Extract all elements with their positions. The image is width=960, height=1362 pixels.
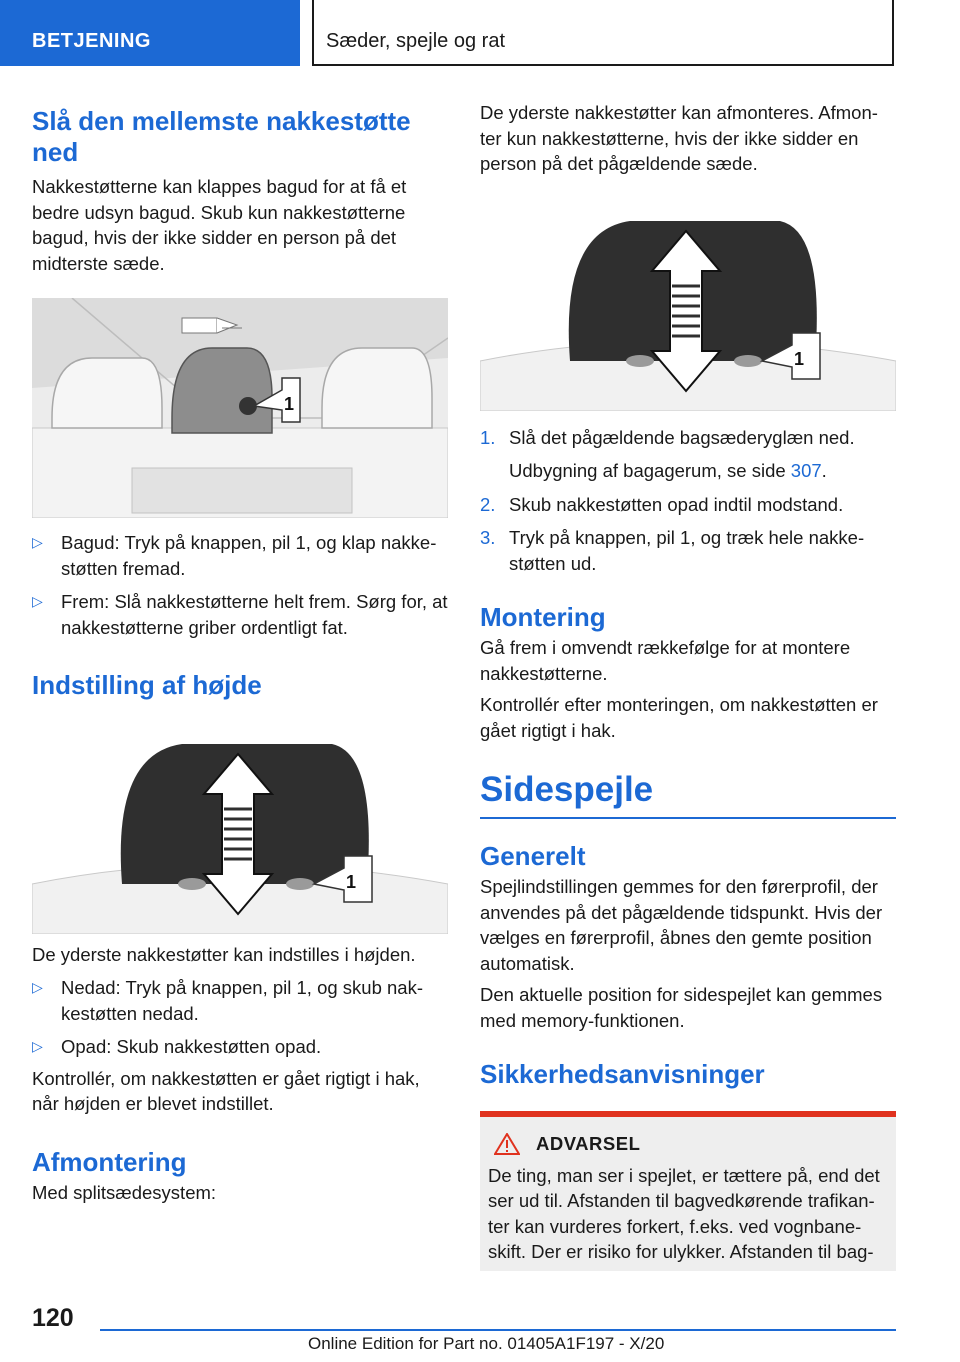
remove-intro: De yderste nakkestøtter kan afmonteres. Afmon-ter kun nakkestøtterne, hvis der ikke sidder en person på det pågældende sæde. bbox=[480, 102, 878, 174]
figure-remove-headrest bbox=[480, 211, 896, 411]
bullet-triangle-icon: ▷ bbox=[32, 979, 43, 996]
warning-title: ADVARSEL bbox=[536, 1132, 641, 1154]
remove-steps bbox=[480, 425, 896, 577]
list-item: 2. Skub nakkestøtten opad indtil modstand. bbox=[480, 492, 896, 518]
headrest-height-illustration bbox=[32, 734, 448, 934]
right-column bbox=[480, 100, 896, 1271]
mount-text-1: Gå frem i omvendt rækkefølge for at montere nakkestøtterne. bbox=[480, 637, 851, 684]
edition-note: Online Edition for Part no. 01405A1F197 - X/20 bbox=[308, 1334, 665, 1353]
step-number: 3. bbox=[480, 527, 496, 548]
general-text-1: Spejlindstillingen gemmes for den førerprofil, der anvendes på det pågældende tidspunkt. Hvis der vælges en førerprofil, åbnes den gemte position automatisk. bbox=[480, 876, 883, 974]
list-item: ▷ Nedad: Tryk på knappen, pil 1, og skub nak-kestøtten nedad. bbox=[32, 977, 423, 1024]
step-number: 2. bbox=[480, 493, 496, 515]
list-item: 1. Slå det pågældende bagsæderyglæn ned. Udbygning af bagagerum, se side 307. bbox=[480, 425, 896, 484]
headrest-remove-illustration bbox=[480, 211, 896, 411]
left-column bbox=[32, 100, 448, 1205]
figure-callout-1: 1 bbox=[794, 348, 805, 369]
step-number: 1. bbox=[480, 426, 496, 448]
warning-box bbox=[480, 1111, 896, 1271]
height-bullets bbox=[32, 975, 448, 1060]
heading-general: Generelt bbox=[480, 841, 586, 872]
figure-callout-1: 1 bbox=[346, 871, 357, 892]
fold-bullets bbox=[32, 530, 448, 640]
warning-triangle-icon bbox=[494, 1133, 520, 1155]
footer-rule bbox=[100, 1329, 896, 1331]
figure-fold-headrest bbox=[32, 298, 448, 518]
warning-text: De ting, man ser i spejlet, er tættere på, end det ser ud til. Afstanden til bagvedkørende trafikan-ter kan vurderes forkert, f.eks. ved vognbane-skift. Der er risiko for ulykker. Afstanden til bag- bbox=[488, 1164, 880, 1263]
list-item: ▷ Bagud: Tryk på knappen, pil 1, og klap nakke-støtten fremad. bbox=[32, 532, 437, 579]
section-rule bbox=[480, 817, 896, 819]
step-sub-note: Udbygning af bagagerum, se side 307. bbox=[509, 460, 827, 481]
fold-intro: Nakkestøtterne kan klappes bagud for at få et bedre udsyn bagud. Skub kun nakkestøtterne bagud, hvis der ikke sidder en person på det midterste sæde. bbox=[32, 176, 407, 274]
general-text-2: Den aktuelle position for sidespejlet kan gemmes med memory-funktionen. bbox=[480, 984, 883, 1031]
list-item: ▷ Frem: Slå nakkestøtterne helt frem. Sørg for, at nakkestøtterne griber ordentligt fat. bbox=[32, 591, 448, 638]
heading-fold-headrest: Slå den mellemste nakkestøtte ned bbox=[32, 106, 411, 168]
heading-height-adjust: Indstilling af højde bbox=[32, 670, 262, 701]
warning-header bbox=[488, 1133, 888, 1155]
rear-seat-illustration bbox=[32, 298, 448, 518]
height-intro: De yderste nakkestøtter kan indstilles i højden. bbox=[32, 943, 416, 965]
figure-height-adjust bbox=[32, 734, 448, 934]
page-number: 120 bbox=[32, 1304, 74, 1332]
height-check: Kontrollér, om nakkestøtten er gået rigtigt i hak, når højden er blevet indstillet. bbox=[32, 1067, 420, 1115]
figure-callout-1: 1 bbox=[284, 394, 295, 415]
chapter-title: Sæder, spejle og rat bbox=[326, 30, 505, 52]
section-tab: BETJENING bbox=[0, 0, 300, 66]
list-item: 3. Tryk på knappen, pil 1, og træk hele nakke-støtten ud. bbox=[480, 527, 865, 574]
heading-mount: Montering bbox=[480, 602, 606, 632]
heading-side-mirrors: Sidespejle bbox=[480, 770, 654, 810]
page-link-307[interactable]: 307 bbox=[790, 460, 822, 481]
split-seat-note: Med splitsædesystem: bbox=[32, 1181, 217, 1203]
heading-safety: Sikkerhedsanvisninger bbox=[480, 1059, 765, 1090]
bullet-triangle-icon: ▷ bbox=[32, 534, 43, 551]
heading-remove: Afmontering bbox=[32, 1146, 187, 1177]
bullet-triangle-icon: ▷ bbox=[32, 593, 43, 610]
mount-text-2: Kontrollér efter monteringen, om nakkestøtten er gået rigtigt i hak. bbox=[480, 694, 878, 741]
bullet-triangle-icon: ▷ bbox=[32, 1038, 43, 1055]
list-item: ▷ Opad: Skub nakkestøtten opad. bbox=[32, 1034, 448, 1060]
